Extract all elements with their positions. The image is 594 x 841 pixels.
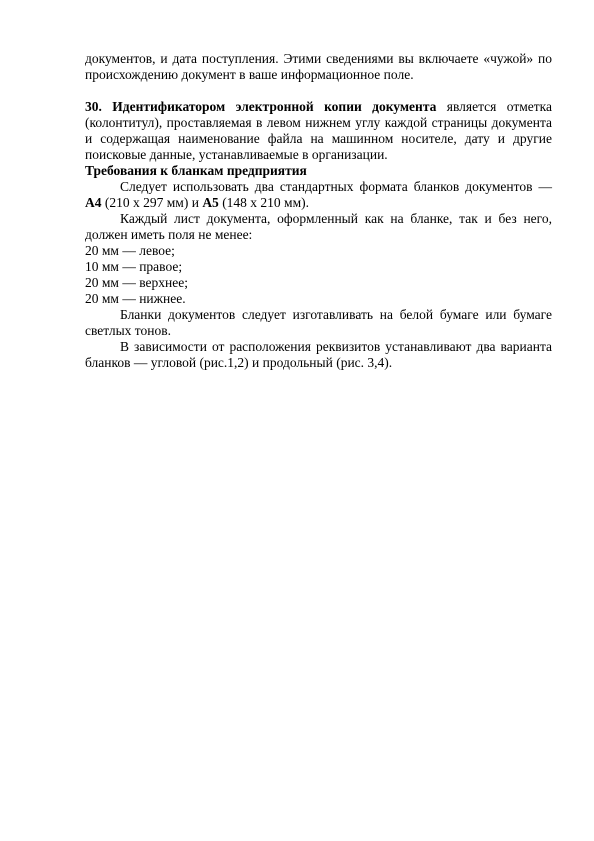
margin-item-right: 10 мм — правое; [85,259,183,274]
document-page [85,51,552,371]
section-heading: Требования к бланкам предприятия [85,163,307,178]
formats-text-a: Следует использовать два стандартных формата бланков документов — [120,179,552,194]
paragraph-paper: Бланки документов следует изготавливать на белой бумаге или бумаге светлых тонов. [85,307,552,338]
formats-text-b: (210 х 297 мм) и [101,195,203,210]
paragraph-formats [85,179,552,211]
paragraph-identifier [85,99,552,163]
margin-item-bottom: 20 мм — нижнее. [85,291,186,306]
format-a4: А4 [85,195,102,210]
paragraph-variants: В зависимости от расположения реквизитов устанавливают два варианта бланков — угловой (рис.1,2) и продольный (рис. 3,4). [85,339,552,370]
margin-item-top: 20 мм — верхнее; [85,275,188,290]
paragraph-identifier-rest: является отметка (колонтитул), проставляемая в левом нижнем углу каждой страницы документа и содержащая наименование файла на машинном носителе, дату и другие поисковые данные, устанавливаемые в организации. [85,99,552,162]
paragraph-margins-intro: Каждый лист документа, оформленный как на бланке, так и без него, должен иметь поля не менее: [85,211,552,242]
paragraph-continuation: документов, и дата поступления. Этими сведениями вы включаете «чужой» по происхождению документ в ваше информационное поле. [85,51,552,82]
paragraph-identifier-lead: 30. Идентификатором электронной копии документа [85,99,437,114]
format-a5: А5 [202,195,219,210]
formats-text-c: (148 х 210 мм). [218,195,310,210]
margin-item-left: 20 мм — левое; [85,243,175,258]
